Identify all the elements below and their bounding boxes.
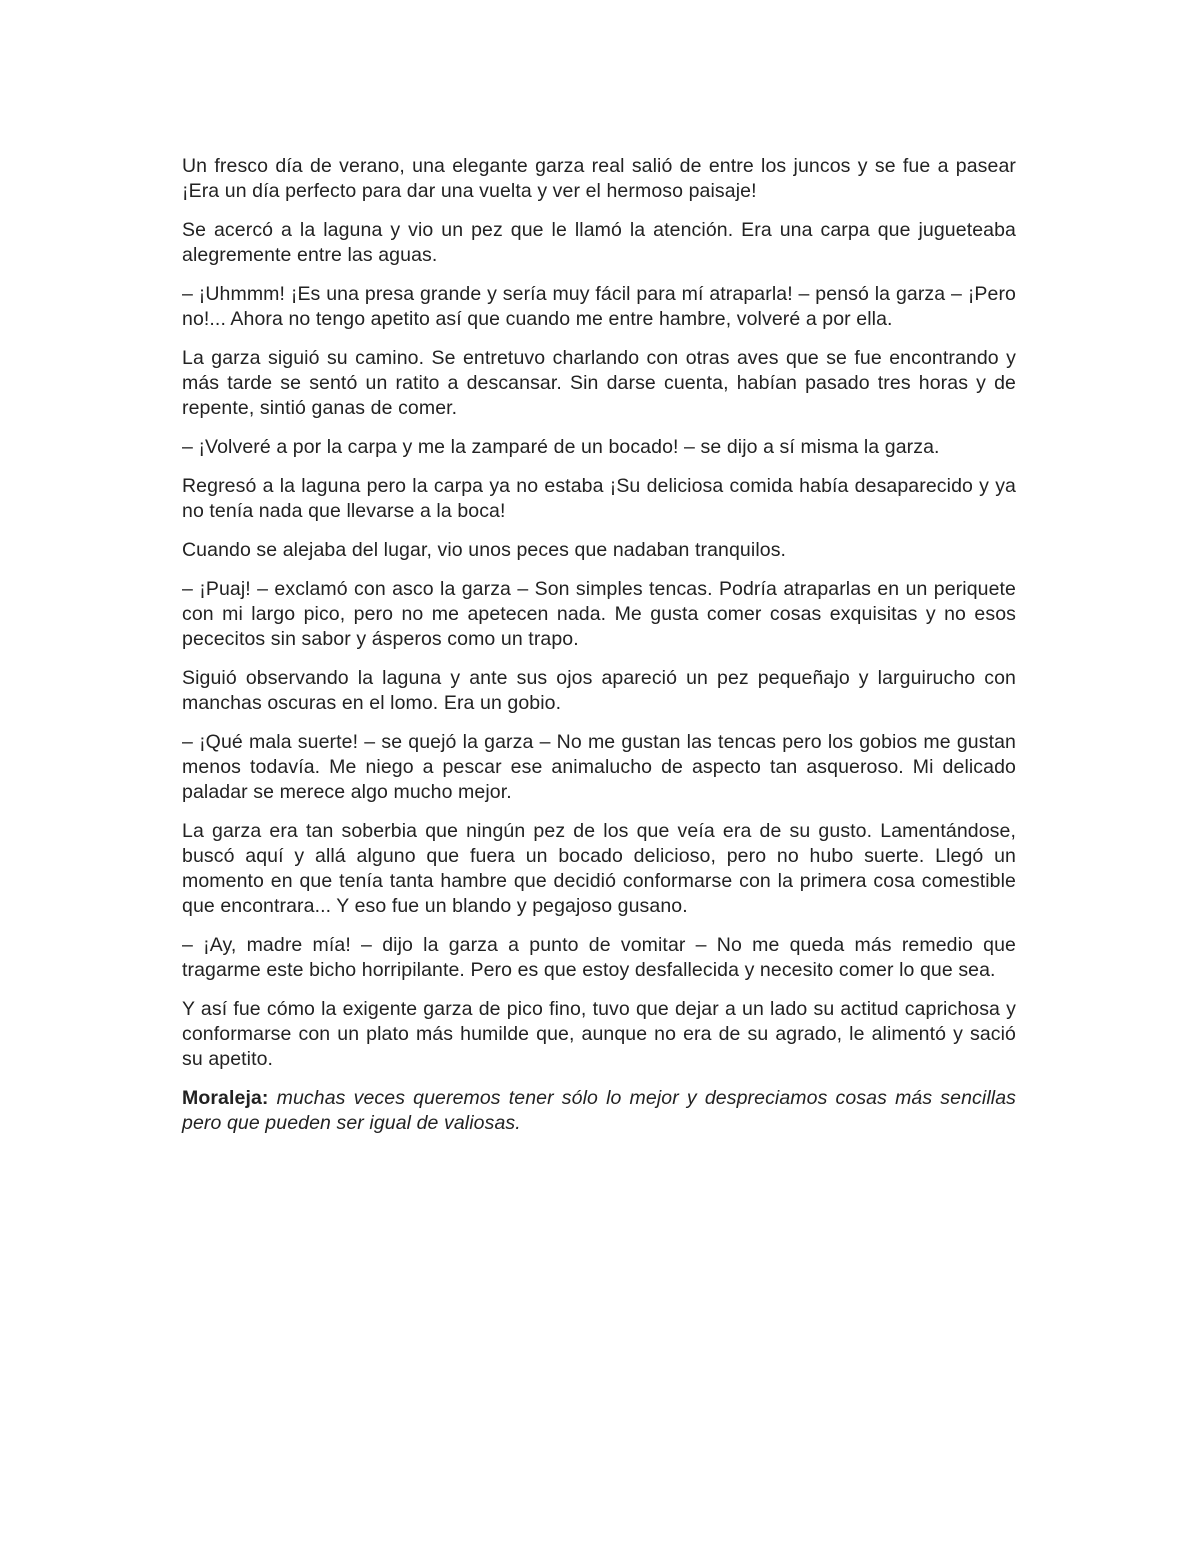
paragraph-11: La garza era tan soberbia que ningún pez de los que veía era de su gusto. Lamentándose, buscó aquí y allá alguno que fuera un bocado delicioso, pero no hubo suerte. Llegó un momento en que tenía tanta hambre que decidió conformarse con la primera cosa comestible que encontrara... Y eso fue un blando y pegajoso gusano. xyxy=(182,820,1016,917)
document-page xyxy=(182,154,1016,1150)
paragraph-10: – ¡Qué mala suerte! – se quejó la garza – No me gustan las tencas pero los gobios me gustan menos todavía. Me niego a pescar ese animalucho de aspecto tan asqueroso. Mi delicado paladar se merece algo mucho mejor. xyxy=(182,731,1016,803)
moral-paragraph xyxy=(182,1086,1016,1136)
moral-text: muchas veces queremos tener sólo lo mejor y despreciamos cosas más sencillas pero que pueden ser igual de valiosas. xyxy=(182,1087,1016,1134)
paragraph-13: Y así fue cómo la exigente garza de pico fino, tuvo que dejar a un lado su actitud caprichosa y conformarse con un plato más humilde que, aunque no era de su agrado, le alimentó y sació su apetito. xyxy=(182,998,1016,1070)
paragraph-9: Siguió observando la laguna y ante sus ojos apareció un pez pequeñajo y larguirucho con manchas oscuras en el lomo. Era un gobio. xyxy=(182,667,1016,714)
paragraph-8: – ¡Puaj! – exclamó con asco la garza – Son simples tencas. Podría atraparlas en un periquete con mi largo pico, pero no me apetecen nada. Me gusta comer cosas exquisitas y no esos pececitos sin sabor y ásperos como un trapo. xyxy=(182,578,1016,650)
paragraph-6: Regresó a la laguna pero la carpa ya no estaba ¡Su deliciosa comida había desaparecido y ya no tenía nada que llevarse a la boca! xyxy=(182,475,1016,522)
paragraph-1: Un fresco día de verano, una elegante garza real salió de entre los juncos y se fue a pasear ¡Era un día perfecto para dar una vuelta y ver el hermoso paisaje! xyxy=(182,155,1016,202)
paragraph-7: Cuando se alejaba del lugar, vio unos peces que nadaban tranquilos. xyxy=(182,539,787,561)
paragraph-12: – ¡Ay, madre mía! – dijo la garza a punto de vomitar – No me queda más remedio que tragarme este bicho horripilante. Pero es que estoy desfallecida y necesito comer lo que sea. xyxy=(182,934,1016,981)
paragraph-4: La garza siguió su camino. Se entretuvo charlando con otras aves que se fue encontrando y más tarde se sentó un ratito a descansar. Sin darse cuenta, habían pasado tres horas y de repente, sintió ganas de comer. xyxy=(182,347,1016,419)
paragraph-3: – ¡Uhmmm! ¡Es una presa grande y sería muy fácil para mí atraparla! – pensó la garza – ¡Pero no!... Ahora no tengo apetito así que cuando me entre hambre, volveré a por ella. xyxy=(182,283,1016,330)
paragraph-5: – ¡Volveré a por la carpa y me la zamparé de un bocado! – se dijo a sí misma la garza. xyxy=(182,436,940,458)
paragraph-2: Se acercó a la laguna y vio un pez que le llamó la atención. Era una carpa que jugueteaba alegremente entre las aguas. xyxy=(182,219,1016,266)
moral-label: Moraleja: xyxy=(182,1087,269,1109)
